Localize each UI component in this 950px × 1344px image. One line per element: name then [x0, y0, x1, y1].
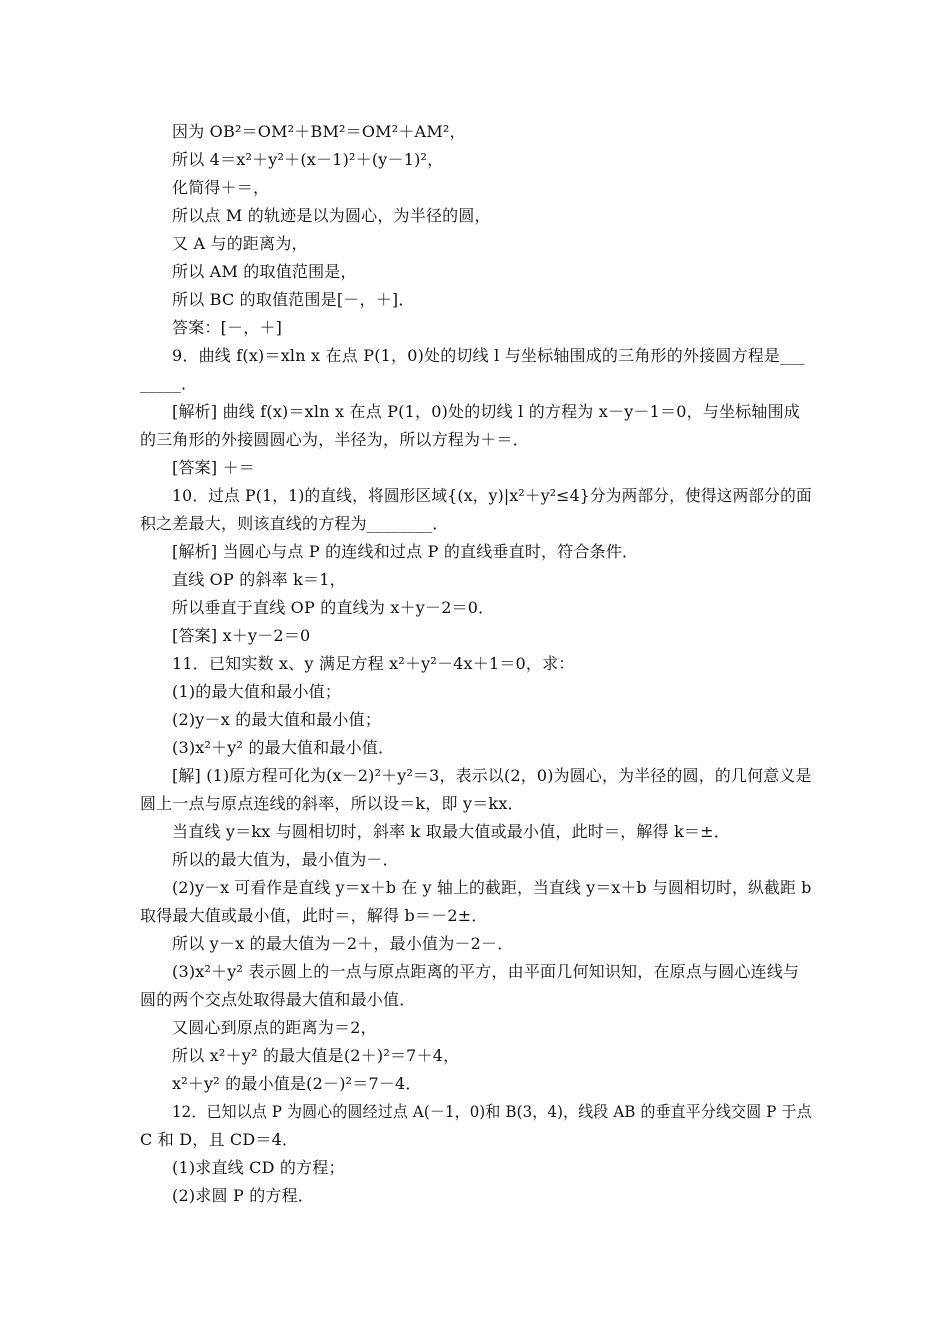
- text-line: 化简得＋＝，: [172, 178, 270, 197]
- text-line: 因为 OB²＝OM²＋BM²＝OM²＋AM²，: [172, 122, 466, 141]
- text-line: 又圆心到原点的距离为＝2，: [172, 1018, 377, 1037]
- text-line: 又 A 与的距离为，: [172, 234, 308, 253]
- text-line: 圆的两个交点处取得最大值和最小值．: [140, 990, 416, 1009]
- text-line: x²＋y² 的最小值是(2－)²＝7－4．: [172, 1074, 422, 1093]
- text-line: (1)的最大值和最小值；: [172, 682, 342, 701]
- text-line: (2)求圆 P 的方程．: [172, 1186, 315, 1205]
- text-line: 的三角形的外接圆圆心为，半径为，所以方程为＋＝．: [140, 430, 529, 449]
- text-line: 所以垂直于直线 OP 的直线为 x＋y－2＝0．: [172, 598, 495, 617]
- text-line: [解析] 当圆心与点 P 的连线和过点 P 的直线垂直时，符合条件．: [172, 542, 639, 561]
- text-line: 9．曲线 f(x)＝xln x 在点 P(1，0)处的切线 l 与坐标轴围成的三角形的外接圆方程是___: [172, 346, 805, 365]
- text-line: 圆上一点与原点连线的斜率，所以设＝k，即 y＝kx．: [140, 794, 524, 813]
- text-line: 所以 AM 的取值范围是，: [172, 262, 357, 281]
- text-line: (1)求直线 CD 的方程；: [172, 1158, 345, 1177]
- text-line: 所以点 M 的轨迹是以为圆心，为半径的圆，: [172, 206, 491, 225]
- text-line: (2)y－x 可看作是直线 y＝x＋b 在 y 轴上的截距，当直线 y＝x＋b 与圆相切时，纵截距 b: [172, 878, 812, 897]
- text-line: [答案] x＋y－2＝0: [172, 626, 311, 645]
- text-line: 所以 4＝x²＋y²＋(x－1)²＋(y－1)²，: [172, 150, 444, 169]
- text-line: 所以 y－x 的最大值为－2＋，最小值为－2－．: [172, 934, 514, 953]
- text-line: (3)x²＋y² 的最大值和最小值．: [172, 738, 395, 757]
- text-line: (2)y－x 的最大值和最小值；: [172, 710, 382, 729]
- text-line: 积之差最大，则该直线的方程为________．: [140, 514, 449, 533]
- text-line: [解] (1)原方程可化为(x－2)²＋y²＝3，表示以(2，0)为圆心，为半径的圆，的几何意义是: [172, 766, 812, 785]
- text-line: (3)x²＋y² 表示圆上的一点与原点距离的平方，由平面几何知识知，在原点与圆心连线与: [172, 962, 800, 981]
- text-line: 所以 x²＋y² 的最大值是(2＋)²＝7＋4，: [172, 1046, 460, 1065]
- text-line: 直线 OP 的斜率 k＝1，: [172, 570, 346, 589]
- text-line: 所以的最大值为，最小值为－．: [172, 850, 399, 869]
- text-line: 11．已知实数 x、y 满足方程 x²＋y²－4x＋1＝0，求：: [172, 654, 575, 673]
- text-line: _____．: [140, 374, 198, 393]
- text-line: 当直线 y＝kx 与圆相切时，斜率 k 取最大值或最小值，此时＝，解得 k＝±．: [172, 822, 730, 841]
- text-line: 12．已知以点 P 为圆心的圆经过点 A(－1，0)和 B(3，4)，线段 AB 的垂直平分线交圆 P 于点: [172, 1102, 812, 1121]
- text-line: [解析] 曲线 f(x)＝xln x 在点 P(1，0)处的切线 l 的方程为 x－y－1＝0，与坐标轴围成: [172, 402, 801, 421]
- text-line: [答案] ＋＝: [172, 458, 255, 477]
- text-line: 10．过点 P(1，1)的直线，将圆形区域{(x，y)|x²＋y²≤4}分为两部分，使得这两部分的面: [172, 486, 812, 505]
- text-line: 所以 BC 的取值范围是[－，＋]．: [172, 290, 415, 309]
- text-line: C 和 D，且 CD＝4．: [140, 1130, 299, 1149]
- text-line: 答案：[－，＋]: [172, 318, 283, 337]
- text-line: 取得最大值或最小值，此时＝，解得 b＝－2±．: [140, 906, 488, 925]
